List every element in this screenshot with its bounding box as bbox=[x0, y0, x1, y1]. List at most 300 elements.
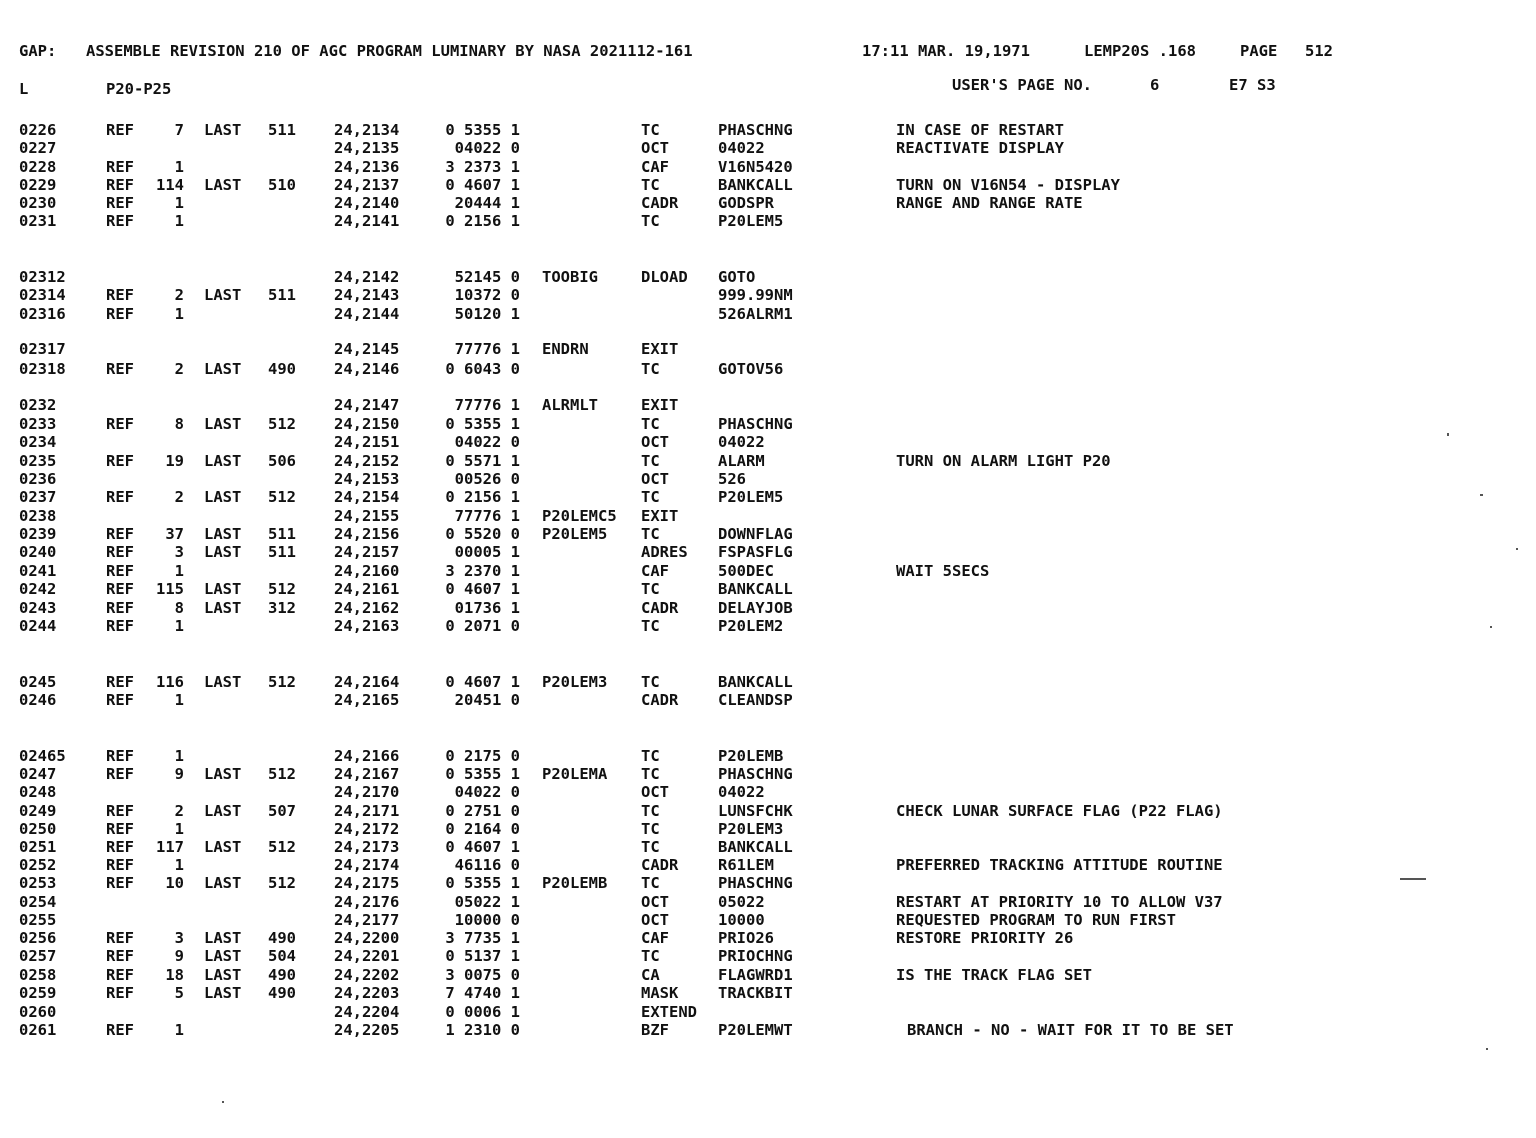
last-page: 511 bbox=[268, 543, 296, 561]
symbol-label: P20LEMB bbox=[542, 874, 608, 892]
ref-count: 7 bbox=[174, 121, 184, 139]
last-marker: LAST bbox=[204, 525, 242, 543]
operand: 999.99NM bbox=[718, 286, 793, 304]
octal-word: 0 4607 1 bbox=[445, 673, 520, 691]
octal-word: 77776 1 bbox=[454, 507, 520, 525]
last-marker: LAST bbox=[204, 488, 242, 506]
operand: BANKCALL bbox=[718, 838, 793, 856]
operand: TRACKBIT bbox=[718, 984, 793, 1002]
operand: GOTOV56 bbox=[718, 360, 784, 378]
octal-word: 0 2156 1 bbox=[445, 488, 520, 506]
octal-word: 01736 1 bbox=[454, 599, 520, 617]
operand: BANKCALL bbox=[718, 176, 793, 194]
last-page: 511 bbox=[268, 525, 296, 543]
listing-row bbox=[0, 452, 1536, 470]
operand: 05022 bbox=[718, 893, 765, 911]
line-number: 0243 bbox=[19, 599, 57, 617]
opcode: TC bbox=[641, 765, 660, 783]
symbol-label: P20LEMC5 bbox=[542, 507, 617, 525]
opcode: MASK bbox=[641, 984, 679, 1002]
ref-marker: REF bbox=[106, 691, 134, 709]
symbol-label: P20LEMA bbox=[542, 765, 608, 783]
last-marker: LAST bbox=[204, 874, 242, 892]
opcode: TC bbox=[641, 747, 660, 765]
address: 24,2153 bbox=[334, 470, 400, 488]
last-marker: LAST bbox=[204, 966, 242, 984]
last-marker: LAST bbox=[204, 673, 242, 691]
listing-row bbox=[0, 820, 1536, 838]
operand: FSPASFLG bbox=[718, 543, 793, 561]
ref-marker: REF bbox=[106, 305, 134, 323]
comment: RANGE AND RANGE RATE bbox=[896, 194, 1083, 212]
opcode: OCT bbox=[641, 470, 669, 488]
ref-marker: REF bbox=[106, 452, 134, 470]
ref-count: 1 bbox=[174, 820, 184, 838]
line-number: 0258 bbox=[19, 966, 57, 984]
ref-count: 2 bbox=[174, 286, 184, 304]
address: 24,2134 bbox=[334, 121, 400, 139]
listing-row bbox=[0, 525, 1536, 543]
comment: RESTORE PRIORITY 26 bbox=[896, 929, 1074, 947]
line-number: 0252 bbox=[19, 856, 57, 874]
scan-speck bbox=[1480, 494, 1483, 496]
last-page: 511 bbox=[268, 286, 296, 304]
octal-word: 0 5137 1 bbox=[445, 947, 520, 965]
address: 24,2167 bbox=[334, 765, 400, 783]
last-marker: LAST bbox=[204, 929, 242, 947]
ref-count: 19 bbox=[165, 452, 184, 470]
listing-row bbox=[0, 305, 1536, 323]
octal-word: 05022 1 bbox=[454, 893, 520, 911]
address: 24,2175 bbox=[334, 874, 400, 892]
address: 24,2170 bbox=[334, 783, 400, 801]
address: 24,2177 bbox=[334, 911, 400, 929]
ref-marker: REF bbox=[106, 929, 134, 947]
octal-word: 77776 1 bbox=[454, 340, 520, 358]
ref-count: 114 bbox=[156, 176, 184, 194]
operand: 500DEC bbox=[718, 562, 774, 580]
opcode: TC bbox=[641, 121, 660, 139]
listing-row bbox=[0, 874, 1536, 892]
opcode: TC bbox=[641, 176, 660, 194]
octal-word: 0 2071 0 bbox=[445, 617, 520, 635]
line-number: 0236 bbox=[19, 470, 57, 488]
last-marker: LAST bbox=[204, 121, 242, 139]
listing-row bbox=[0, 802, 1536, 820]
listing-row bbox=[0, 966, 1536, 984]
scan-speck bbox=[1486, 1048, 1488, 1050]
last-page: 507 bbox=[268, 802, 296, 820]
operand: PHASCHNG bbox=[718, 121, 793, 139]
opcode: TC bbox=[641, 673, 660, 691]
opcode: CADR bbox=[641, 691, 679, 709]
address: 24,2146 bbox=[334, 360, 400, 378]
listing-row bbox=[0, 194, 1536, 212]
sheet-code: E7 S3 bbox=[1229, 76, 1276, 94]
ref-marker: REF bbox=[106, 765, 134, 783]
listing-row bbox=[0, 1021, 1536, 1039]
ref-marker: REF bbox=[106, 838, 134, 856]
ref-count: 1 bbox=[174, 158, 184, 176]
last-page: 490 bbox=[268, 929, 296, 947]
address: 24,2157 bbox=[334, 543, 400, 561]
operand: DELAYJOB bbox=[718, 599, 793, 617]
line-number: 02318 bbox=[19, 360, 66, 378]
scan-speck bbox=[222, 1101, 224, 1103]
operand: BANKCALL bbox=[718, 580, 793, 598]
symbol-label: P20LEM5 bbox=[542, 525, 608, 543]
last-page: 312 bbox=[268, 599, 296, 617]
octal-word: 00005 1 bbox=[454, 543, 520, 561]
address: 24,2143 bbox=[334, 286, 400, 304]
line-number: 0257 bbox=[19, 947, 57, 965]
octal-word: 20451 0 bbox=[454, 691, 520, 709]
users-page-number: 6 bbox=[1150, 76, 1160, 94]
address: 24,2141 bbox=[334, 212, 400, 230]
listing-row bbox=[0, 838, 1536, 856]
comment: REQUESTED PROGRAM TO RUN FIRST bbox=[896, 911, 1176, 929]
line-number: 0239 bbox=[19, 525, 57, 543]
octal-word: 0 2156 1 bbox=[445, 212, 520, 230]
listing-row bbox=[0, 673, 1536, 691]
ref-marker: REF bbox=[106, 947, 134, 965]
comment: WAIT 5SECS bbox=[896, 562, 990, 580]
last-page: 490 bbox=[268, 966, 296, 984]
last-page: 510 bbox=[268, 176, 296, 194]
ref-marker: REF bbox=[106, 543, 134, 561]
octal-word: 3 2373 1 bbox=[445, 158, 520, 176]
comment: CHECK LUNAR SURFACE FLAG (P22 FLAG) bbox=[896, 802, 1223, 820]
operand: PHASCHNG bbox=[718, 874, 793, 892]
octal-word: 00526 0 bbox=[454, 470, 520, 488]
opcode: TC bbox=[641, 802, 660, 820]
ref-count: 1 bbox=[174, 562, 184, 580]
scan-speck bbox=[1490, 626, 1492, 628]
address: 24,2172 bbox=[334, 820, 400, 838]
ref-count: 18 bbox=[165, 966, 184, 984]
users-page-label: USER'S PAGE NO. bbox=[952, 76, 1092, 94]
opcode: TC bbox=[641, 580, 660, 598]
comment: REACTIVATE DISPLAY bbox=[896, 139, 1064, 157]
lemp-id: LEMP20S .168 bbox=[1084, 42, 1196, 60]
operand: P20LEMWT bbox=[718, 1021, 793, 1039]
operand: P20LEM5 bbox=[718, 488, 784, 506]
octal-word: 3 2370 1 bbox=[445, 562, 520, 580]
last-marker: LAST bbox=[204, 580, 242, 598]
address: 24,2176 bbox=[334, 893, 400, 911]
line-number: 0228 bbox=[19, 158, 57, 176]
last-page: 506 bbox=[268, 452, 296, 470]
octal-word: 52145 0 bbox=[454, 268, 520, 286]
opcode: DLOAD bbox=[641, 268, 688, 286]
opcode: TC bbox=[641, 617, 660, 635]
octal-word: 0 2164 0 bbox=[445, 820, 520, 838]
operand: 10000 bbox=[718, 911, 765, 929]
ref-count: 3 bbox=[174, 929, 184, 947]
ref-count: 116 bbox=[156, 673, 184, 691]
listing-row bbox=[0, 856, 1536, 874]
opcode: EXIT bbox=[641, 396, 679, 414]
operand: PHASCHNG bbox=[718, 765, 793, 783]
ref-count: 10 bbox=[165, 874, 184, 892]
address: 24,2156 bbox=[334, 525, 400, 543]
operand: P20LEM2 bbox=[718, 617, 784, 635]
print-datetime: 17:11 MAR. 19,1971 bbox=[862, 42, 1030, 60]
listing-row bbox=[0, 286, 1536, 304]
listing-row bbox=[0, 507, 1536, 525]
line-number: 0250 bbox=[19, 820, 57, 838]
opcode: CADR bbox=[641, 599, 679, 617]
operand: GODSPR bbox=[718, 194, 774, 212]
last-marker: LAST bbox=[204, 984, 242, 1002]
last-marker: LAST bbox=[204, 838, 242, 856]
opcode: TC bbox=[641, 415, 660, 433]
address: 24,2171 bbox=[334, 802, 400, 820]
ref-marker: REF bbox=[106, 802, 134, 820]
listing-row bbox=[0, 562, 1536, 580]
listing-row bbox=[0, 617, 1536, 635]
ref-count: 1 bbox=[174, 212, 184, 230]
opcode: TC bbox=[641, 947, 660, 965]
last-marker: LAST bbox=[204, 176, 242, 194]
listing-row bbox=[0, 360, 1536, 378]
ref-marker: REF bbox=[106, 562, 134, 580]
listing-row bbox=[0, 599, 1536, 617]
listing-row bbox=[0, 415, 1536, 433]
line-number: 0227 bbox=[19, 139, 57, 157]
last-page: 512 bbox=[268, 838, 296, 856]
listing-row bbox=[0, 340, 1536, 358]
listing-row bbox=[0, 268, 1536, 286]
page-number: 512 bbox=[1305, 42, 1333, 60]
line-number: 0231 bbox=[19, 212, 57, 230]
listing-row bbox=[0, 470, 1536, 488]
address: 24,2165 bbox=[334, 691, 400, 709]
address: 24,2142 bbox=[334, 268, 400, 286]
line-number: 0233 bbox=[19, 415, 57, 433]
operand: GOTO bbox=[718, 268, 756, 286]
line-number: 0251 bbox=[19, 838, 57, 856]
comment: TURN ON V16N54 - DISPLAY bbox=[896, 176, 1120, 194]
ref-count: 2 bbox=[174, 488, 184, 506]
listing-row bbox=[0, 580, 1536, 598]
line-number: 02465 bbox=[19, 747, 66, 765]
address: 24,2173 bbox=[334, 838, 400, 856]
listing-row bbox=[0, 176, 1536, 194]
ref-marker: REF bbox=[106, 580, 134, 598]
comment: IS THE TRACK FLAG SET bbox=[896, 966, 1092, 984]
last-page: 512 bbox=[268, 488, 296, 506]
opcode: CAF bbox=[641, 562, 669, 580]
opcode: TC bbox=[641, 820, 660, 838]
line-number: 0229 bbox=[19, 176, 57, 194]
scan-mark bbox=[1400, 878, 1426, 880]
operand: BANKCALL bbox=[718, 673, 793, 691]
line-number: 0244 bbox=[19, 617, 57, 635]
line-number: 0253 bbox=[19, 874, 57, 892]
last-page: 511 bbox=[268, 121, 296, 139]
address: 24,2161 bbox=[334, 580, 400, 598]
ref-marker: REF bbox=[106, 966, 134, 984]
line-number: 0246 bbox=[19, 691, 57, 709]
operand: 04022 bbox=[718, 139, 765, 157]
ref-marker: REF bbox=[106, 1021, 134, 1039]
octal-word: 50120 1 bbox=[454, 305, 520, 323]
ref-count: 9 bbox=[174, 947, 184, 965]
line-number: 0245 bbox=[19, 673, 57, 691]
opcode: TC bbox=[641, 360, 660, 378]
address: 24,2145 bbox=[334, 340, 400, 358]
opcode: ADRES bbox=[641, 543, 688, 561]
octal-word: 0 5355 1 bbox=[445, 415, 520, 433]
operand: 526 bbox=[718, 470, 746, 488]
last-marker: LAST bbox=[204, 543, 242, 561]
line-number: 0247 bbox=[19, 765, 57, 783]
operand: P20LEM3 bbox=[718, 820, 784, 838]
line-number: 0226 bbox=[19, 121, 57, 139]
ref-marker: REF bbox=[106, 617, 134, 635]
operand: FLAGWRD1 bbox=[718, 966, 793, 984]
address: 24,2204 bbox=[334, 1003, 400, 1021]
symbol-label: P20LEM3 bbox=[542, 673, 608, 691]
ref-count: 37 bbox=[165, 525, 184, 543]
listing-row bbox=[0, 893, 1536, 911]
address: 24,2152 bbox=[334, 452, 400, 470]
line-number: 0241 bbox=[19, 562, 57, 580]
ref-count: 1 bbox=[174, 856, 184, 874]
last-page: 512 bbox=[268, 874, 296, 892]
ref-count: 2 bbox=[174, 802, 184, 820]
address: 24,2150 bbox=[334, 415, 400, 433]
operand: 526ALRM1 bbox=[718, 305, 793, 323]
listing-row bbox=[0, 139, 1536, 157]
listing-row bbox=[0, 543, 1536, 561]
operand: V16N5420 bbox=[718, 158, 793, 176]
operand: P20LEM5 bbox=[718, 212, 784, 230]
ref-marker: REF bbox=[106, 212, 134, 230]
opcode: OCT bbox=[641, 911, 669, 929]
line-number: 0248 bbox=[19, 783, 57, 801]
line-number: 0259 bbox=[19, 984, 57, 1002]
ref-marker: REF bbox=[106, 158, 134, 176]
opcode: CA bbox=[641, 966, 660, 984]
address: 24,2137 bbox=[334, 176, 400, 194]
octal-word: 0 4607 1 bbox=[445, 580, 520, 598]
line-number: 02316 bbox=[19, 305, 66, 323]
ref-count: 1 bbox=[174, 691, 184, 709]
opcode: OCT bbox=[641, 433, 669, 451]
operand: PRIOCHNG bbox=[718, 947, 793, 965]
ref-marker: REF bbox=[106, 194, 134, 212]
last-page: 504 bbox=[268, 947, 296, 965]
opcode: TC bbox=[641, 838, 660, 856]
line-number: 0261 bbox=[19, 1021, 57, 1039]
octal-word: 0 6043 0 bbox=[445, 360, 520, 378]
operand: DOWNFLAG bbox=[718, 525, 793, 543]
ref-marker: REF bbox=[106, 286, 134, 304]
listing-row bbox=[0, 121, 1536, 139]
last-marker: LAST bbox=[204, 802, 242, 820]
listing-row bbox=[0, 691, 1536, 709]
ref-count: 2 bbox=[174, 360, 184, 378]
opcode: TC bbox=[641, 212, 660, 230]
symbol-label: TOOBIG bbox=[542, 268, 598, 286]
octal-word: 0 5355 1 bbox=[445, 874, 520, 892]
last-page: 512 bbox=[268, 673, 296, 691]
address: 24,2164 bbox=[334, 673, 400, 691]
address: 24,2163 bbox=[334, 617, 400, 635]
ref-count: 1 bbox=[174, 194, 184, 212]
opcode: TC bbox=[641, 874, 660, 892]
scan-speck bbox=[1447, 433, 1449, 436]
octal-word: 0 4607 1 bbox=[445, 838, 520, 856]
address: 24,2202 bbox=[334, 966, 400, 984]
opcode: EXIT bbox=[641, 340, 679, 358]
octal-word: 0 5520 0 bbox=[445, 525, 520, 543]
opcode: CADR bbox=[641, 194, 679, 212]
ref-count: 1 bbox=[174, 305, 184, 323]
octal-word: 46116 0 bbox=[454, 856, 520, 874]
ref-count: 8 bbox=[174, 599, 184, 617]
comment: RESTART AT PRIORITY 10 TO ALLOW V37 bbox=[896, 893, 1223, 911]
ref-count: 115 bbox=[156, 580, 184, 598]
line-number: 0242 bbox=[19, 580, 57, 598]
ref-marker: REF bbox=[106, 820, 134, 838]
listing-row bbox=[0, 929, 1536, 947]
operand: ALARM bbox=[718, 452, 765, 470]
address: 24,2136 bbox=[334, 158, 400, 176]
operand: CLEANDSP bbox=[718, 691, 793, 709]
address: 24,2200 bbox=[334, 929, 400, 947]
ref-marker: REF bbox=[106, 599, 134, 617]
symbol-label: ENDRN bbox=[542, 340, 589, 358]
opcode: EXTEND bbox=[641, 1003, 697, 1021]
line-number: 0234 bbox=[19, 433, 57, 451]
octal-word: 7 4740 1 bbox=[445, 984, 520, 1002]
address: 24,2135 bbox=[334, 139, 400, 157]
listing-row bbox=[0, 396, 1536, 414]
listing-row bbox=[0, 747, 1536, 765]
octal-word: 0 2751 0 bbox=[445, 802, 520, 820]
listing-row bbox=[0, 433, 1536, 451]
ref-marker: REF bbox=[106, 525, 134, 543]
address: 24,2151 bbox=[334, 433, 400, 451]
symbol-label: ALRMLT bbox=[542, 396, 598, 414]
octal-word: 10372 0 bbox=[454, 286, 520, 304]
listing-row bbox=[0, 783, 1536, 801]
ref-marker: REF bbox=[106, 488, 134, 506]
last-marker: LAST bbox=[204, 765, 242, 783]
opcode: CADR bbox=[641, 856, 679, 874]
ref-marker: REF bbox=[106, 176, 134, 194]
octal-word: 0 2175 0 bbox=[445, 747, 520, 765]
address: 24,2147 bbox=[334, 396, 400, 414]
assemble-title: ASSEMBLE REVISION 210 OF AGC PROGRAM LUMINARY BY NASA 2021112-161 bbox=[86, 42, 693, 60]
octal-word: 0 5355 1 bbox=[445, 121, 520, 139]
address: 24,2160 bbox=[334, 562, 400, 580]
opcode: OCT bbox=[641, 783, 669, 801]
last-marker: LAST bbox=[204, 452, 242, 470]
ref-marker: REF bbox=[106, 747, 134, 765]
address: 24,2166 bbox=[334, 747, 400, 765]
ref-marker: REF bbox=[106, 121, 134, 139]
line-number: 0254 bbox=[19, 893, 57, 911]
opcode: CAF bbox=[641, 929, 669, 947]
ref-count: 117 bbox=[156, 838, 184, 856]
operand: R61LEM bbox=[718, 856, 774, 874]
listing-row bbox=[0, 765, 1536, 783]
address: 24,2144 bbox=[334, 305, 400, 323]
